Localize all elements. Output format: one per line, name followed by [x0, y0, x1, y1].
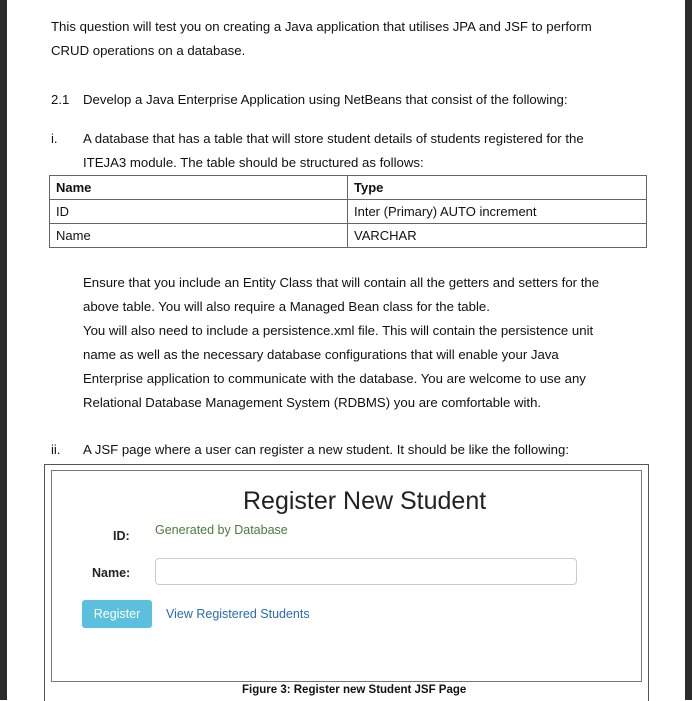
table-header-type: Type	[348, 176, 647, 200]
item-i-line-2: ITEJA3 module. The table should be structured as follows:	[83, 155, 424, 170]
register-form-mockup	[51, 470, 642, 682]
register-button[interactable]: Register	[82, 600, 152, 628]
name-label: Name:	[92, 566, 131, 580]
scan-border-right	[685, 0, 692, 700]
paragraph-line: name as well as the necessary database configurations that will enable your Java	[83, 347, 559, 362]
id-value: Generated by Database	[155, 523, 288, 537]
item-ii-text: A JSF page where a user can register a new student. It should be like the following:	[83, 442, 570, 457]
scan-border-left	[0, 0, 7, 700]
section-heading: Develop a Java Enterprise Application using NetBeans that consist of the following:	[83, 92, 568, 107]
table-cell: Inter (Primary) AUTO increment	[348, 200, 647, 224]
table-cell: VARCHAR	[348, 224, 647, 248]
student-table-spec	[49, 175, 647, 248]
id-label: ID:	[113, 529, 130, 543]
view-registered-students-link[interactable]: View Registered Students	[166, 607, 310, 621]
register-title: Register New Student	[243, 487, 487, 515]
intro-line-1: This question will test you on creating a Java application that utilises JPA and JSF to perform	[51, 19, 592, 34]
name-input[interactable]	[155, 558, 577, 585]
paragraph-line: Enterprise application to communicate with the database. You are welcome to use any	[83, 371, 586, 386]
figure-register-student	[44, 464, 649, 701]
table-header-name: Name	[50, 176, 348, 200]
intro-line-2: CRUD operations on a database.	[51, 43, 246, 58]
table-row	[50, 200, 647, 224]
item-i-marker: i.	[51, 131, 58, 146]
table-cell: Name	[50, 224, 348, 248]
paragraph-line: You will also need to include a persistence.xml file. This will contain the persistence unit	[83, 323, 594, 338]
document-page	[7, 0, 685, 700]
table-header-row	[50, 176, 647, 200]
paragraph-line: Ensure that you include an Entity Class that will contain all the getters and setters for the	[83, 275, 600, 290]
paragraph-line: above table. You will also require a Managed Bean class for the table.	[83, 299, 490, 314]
item-i-line-1: A database that has a table that will store student details of students registered for the	[83, 131, 584, 146]
table-cell: ID	[50, 200, 348, 224]
paragraph-line: Relational Database Management System (RDBMS) you are comfortable with.	[83, 395, 542, 410]
item-ii-marker: ii.	[51, 442, 61, 457]
figure-caption: Figure 3: Register new Student JSF Page	[242, 684, 467, 696]
table-row	[50, 224, 647, 248]
section-number: 2.1	[51, 92, 70, 107]
